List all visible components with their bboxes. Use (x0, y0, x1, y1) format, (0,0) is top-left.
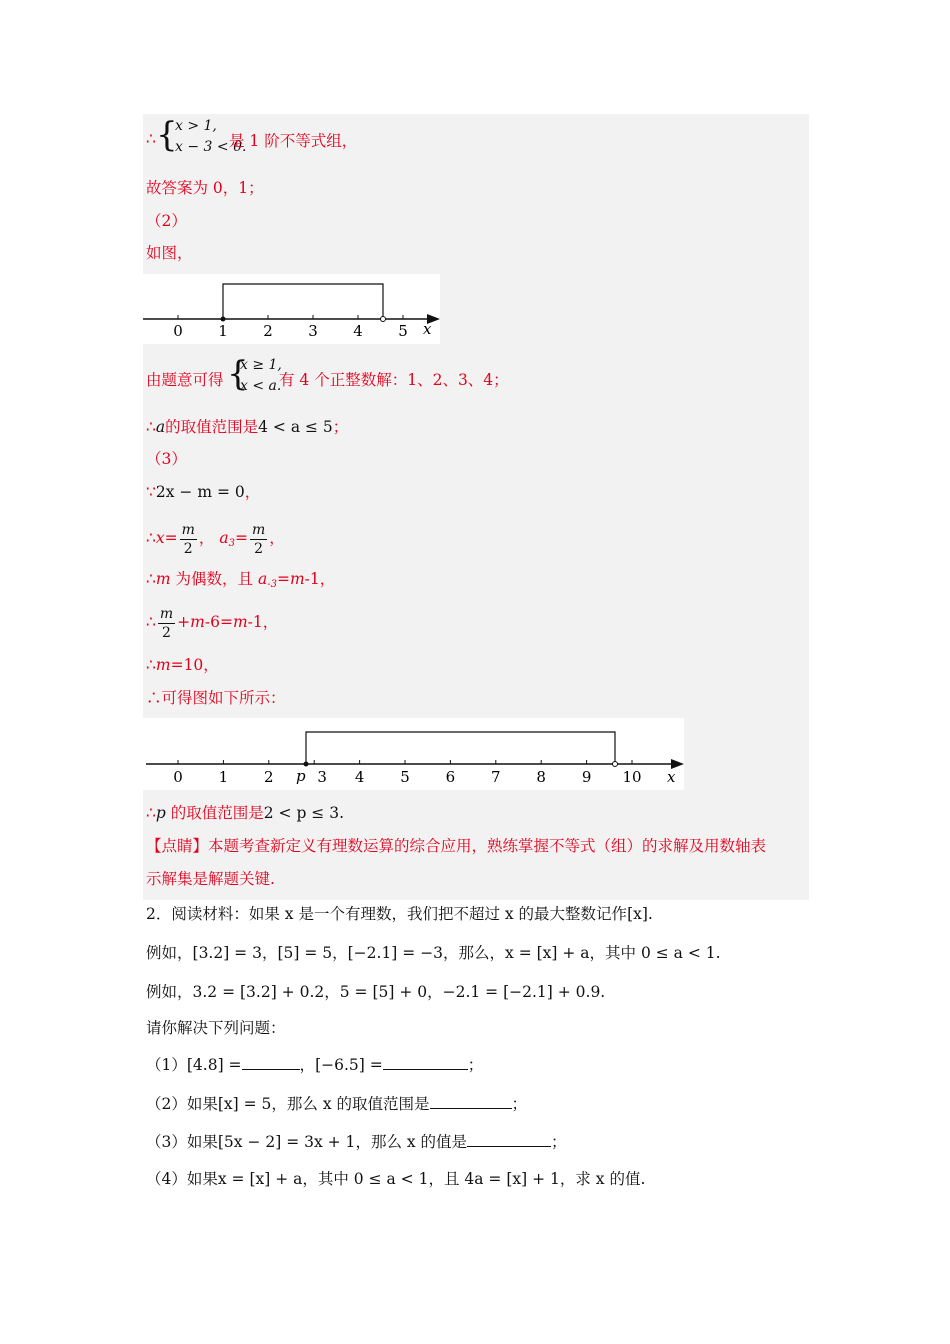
tick-label: 6 (445, 768, 456, 786)
end: ； (467, 1056, 484, 1074)
sub-label: （1） (146, 1056, 187, 1074)
intro-text: 2．阅读材料：如果 x 是一个有理数，我们把不超过 x 的最大整数记作 (146, 905, 628, 923)
equals: = (234, 529, 248, 547)
tick-label: 0 (173, 322, 183, 340)
var-p: p (155, 804, 166, 822)
fraction-m-over-2 (158, 605, 175, 642)
number-line-2-svg (143, 718, 684, 790)
comment-line-2: 示解集是解题关键. (146, 870, 275, 888)
open-dot (381, 317, 386, 322)
line-12-end: . (339, 804, 345, 822)
subscript: -3 (267, 579, 277, 590)
example-prefix: 例如， (146, 983, 193, 1001)
part-2-label: （2） (146, 212, 187, 230)
question-2-ask: 请你解决下列问题： (146, 1019, 286, 1037)
solution-line-3: 如图， (146, 244, 193, 262)
question-2-example-2 (146, 982, 605, 1002)
because-symbol: ∵ (146, 483, 156, 501)
axis-label: x (667, 768, 676, 786)
var-a: a (155, 418, 166, 436)
equals: = (276, 570, 290, 588)
sub-text: ，求 x 的值. (559, 1170, 646, 1188)
tick-label: 3 (317, 768, 327, 786)
tick-label: 1 (218, 768, 229, 786)
tick-label: 3 (308, 322, 318, 340)
line-6-end: ， (244, 483, 261, 501)
tick-label: 10 (622, 768, 642, 786)
numerator: m (181, 521, 195, 538)
line-8-text: 为偶数，且 (170, 570, 258, 588)
end: ； (551, 1133, 567, 1151)
number-line-1-svg (143, 274, 440, 344)
fraction-m-over-2 (180, 521, 197, 558)
tick-label: 5 (398, 322, 408, 340)
subscript: 3 (228, 538, 235, 549)
solution-line-12 (146, 803, 344, 823)
denominator: 2 (183, 540, 193, 557)
numerator: m (159, 605, 174, 622)
tick-label: 2 (263, 322, 273, 340)
therefore-symbol: ∴ (146, 130, 156, 148)
therefore-symbol: ∴ (146, 418, 156, 436)
floor-4-8: [4.8] = (186, 1056, 242, 1074)
example-1-math: [3.2] = 3，[5] = 5，[−2.1] = −3，那么，x = [x] + a，其中 0 ≤ a < 1. (192, 944, 721, 962)
inequality-system-2 (240, 355, 282, 397)
inequality-1b: x − 3 < 0. (175, 139, 247, 155)
floor-equation: [5x − 2] = 3x + 1 (217, 1133, 356, 1151)
sub-question-2 (146, 1092, 527, 1114)
left-brace: { (156, 115, 178, 155)
solution-line-1 (146, 129, 156, 149)
tick-label: 0 (173, 768, 183, 786)
solution-bracket (223, 284, 383, 319)
inequality-2b: x < a. (240, 378, 282, 394)
condition-math: x = [x] + a，其中 0 ≤ a < 1，且 4a = [x] + 1 (217, 1170, 560, 1188)
number-line-figure-2 (143, 718, 684, 790)
left-brace: { (227, 354, 249, 394)
solution-line-6 (146, 482, 260, 502)
var-a: a (219, 529, 229, 547)
sub-label: （3）如果 (146, 1133, 218, 1151)
denominator: 2 (254, 540, 264, 557)
numerator: m (251, 521, 266, 538)
closed-dot (221, 317, 226, 322)
therefore-symbol: ∴ (146, 656, 156, 674)
open-dot (613, 762, 618, 767)
solution-line-2: 故答案为 0，1； (146, 179, 264, 197)
solution-line-4-pre: 由题意可得 (146, 371, 224, 389)
sub-label: （2）如果 (146, 1095, 218, 1113)
answer-blank-4[interactable] (467, 1130, 551, 1147)
line-12-text: 的取值范围是 (165, 804, 264, 822)
axis-label: x (423, 320, 432, 338)
example-2-math: 3.2 = [3.2] + 0.2，5 = [5] + 0，−2.1 = [−2.1] + 0.9. (192, 983, 606, 1001)
floor-x-eq-5: [x] = 5 (217, 1095, 272, 1113)
equation-2x-m: 2x − m = 0 (155, 483, 245, 501)
var-m: m (232, 613, 248, 631)
sub-text: ，那么 x 的取值范围是 (271, 1095, 430, 1113)
plus: + (177, 613, 191, 631)
number-line-figure-1 (143, 274, 440, 344)
var-m: m (190, 613, 205, 631)
tick-label: 5 (400, 768, 410, 786)
point-p-label: p (296, 767, 306, 785)
inequality-1a: x > 1, (175, 118, 217, 134)
tick-label: 8 (536, 768, 546, 786)
therefore-symbol: ∴ (146, 529, 156, 547)
floor-x: [x] (627, 905, 648, 923)
range-p: 2 < p ≤ 3 (263, 804, 340, 822)
line-9-tail: -1， (247, 613, 279, 631)
closed-dot (304, 762, 309, 767)
end: ； (511, 1095, 528, 1113)
tick-label: 9 (581, 768, 592, 786)
fraction-m-over-2 (250, 521, 267, 558)
denominator: 2 (162, 624, 171, 641)
answer-blank-3[interactable] (430, 1092, 512, 1109)
inequality-2a: x ≥ 1, (240, 357, 282, 373)
sub-question-1 (146, 1053, 483, 1075)
tick-label: 1 (218, 322, 228, 340)
line-7-end: ， (269, 529, 285, 547)
range-a: 4 < a ≤ 5 (258, 418, 333, 436)
sub-question-3 (146, 1130, 567, 1152)
minus-six: -6= (204, 613, 233, 631)
question-2-example-1 (146, 943, 721, 963)
solution-line-7 (146, 518, 285, 564)
therefore-symbol: ∴ (146, 613, 156, 631)
sub-question-4 (146, 1169, 645, 1189)
line-5-text: 的取值范围是 (165, 418, 259, 436)
var-m: m (155, 656, 171, 674)
tick-label: 4 (353, 322, 363, 340)
separator: ， (299, 1056, 316, 1074)
solution-line-1-text: 是 1 阶不等式组， (229, 132, 358, 150)
solution-line-5 (146, 417, 348, 437)
solution-line-11: ∴可得图如下所示： (146, 689, 286, 707)
solution-line-8 (146, 569, 335, 595)
solution-line-10 (146, 655, 219, 675)
var-a: a (257, 570, 268, 588)
answer-blank-2[interactable] (383, 1053, 468, 1070)
solution-bracket (306, 732, 615, 764)
line-10-tail: =10， (170, 656, 219, 674)
tick-label: 2 (264, 768, 274, 786)
intro-end: . (647, 905, 653, 923)
sub-label: （4）如果 (146, 1170, 218, 1188)
var-m: m (155, 570, 171, 588)
part-3-label: （3） (146, 450, 187, 468)
solution-line-4-post: 有 4 个正整数解：1、2、3、4； (279, 371, 509, 389)
question-2-intro (146, 904, 653, 924)
x-equals: x= (155, 529, 178, 547)
example-prefix: 例如， (146, 944, 193, 962)
floor-neg-6-5: [−6.5] = (315, 1056, 383, 1074)
tick-label: 7 (491, 768, 501, 786)
tick-label: 4 (354, 768, 365, 786)
solution-line-9 (146, 602, 278, 642)
line-5-end: ； (332, 418, 349, 436)
therefore-symbol: ∴ (146, 804, 156, 822)
answer-blank-1[interactable] (242, 1053, 300, 1070)
separator: ， (198, 529, 215, 547)
line-8-tail: -1， (304, 570, 336, 588)
var-m: m (289, 570, 305, 588)
comment-line-1: 【点睛】本题考查新定义有理数运算的综合应用，熟练掌握不等式（组）的求解及用数轴表 (146, 837, 767, 855)
therefore-symbol: ∴ (146, 570, 156, 588)
sub-text: ，那么 x 的值是 (355, 1133, 468, 1151)
